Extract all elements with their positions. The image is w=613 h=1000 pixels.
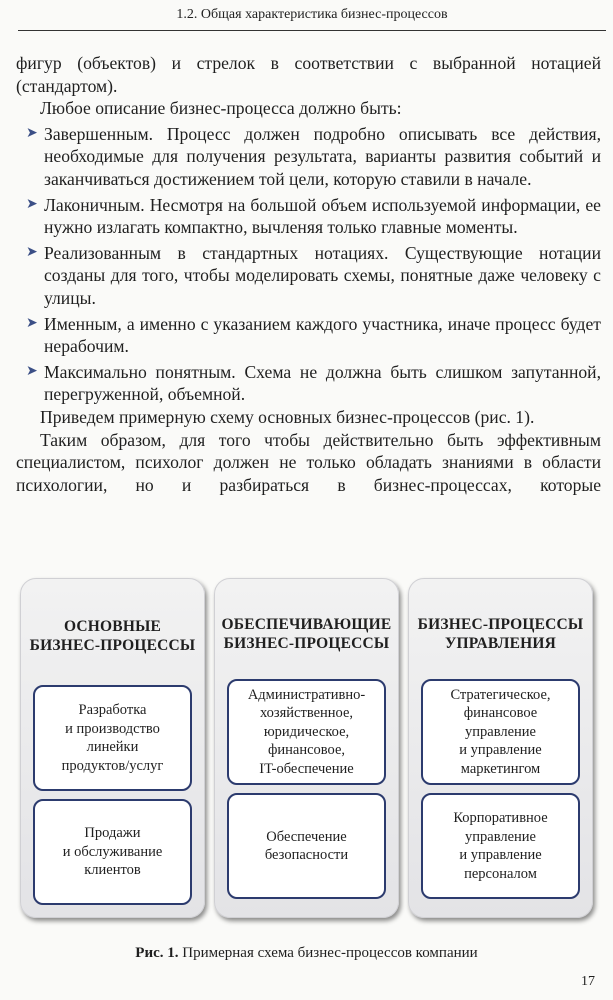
- arrow-bullet-icon: ➤: [26, 196, 38, 212]
- process-box: [33, 685, 192, 791]
- column-title: ОСНОВНЫЕ БИЗНЕС-ПРОЦЕССЫ: [29, 618, 196, 654]
- column-support-processes: [214, 578, 399, 918]
- process-box-text: Административно- хозяйственное, юридическое, финансовое, IT-обеспечение: [247, 686, 366, 777]
- paragraph-example: Приведем примерную схему основных бизнес-процессов (рис. 1).: [40, 406, 535, 427]
- figure-label: Рис. 1.: [135, 945, 179, 961]
- arrow-bullet-icon: ➤: [26, 363, 38, 379]
- paragraph-continuation: фигур (объектов) и стрелок в соответствии с выбранной нотацией (стандартом).: [16, 53, 601, 96]
- paragraph-intro: Любое описание бизнес-процесса должно быть:: [40, 98, 402, 119]
- bullet-item: [16, 361, 601, 406]
- bullet-text: Максимально понятным. Схема не должна быть слишком запутанной, перегруженной, объемной.: [44, 361, 601, 405]
- arrow-bullet-icon: ➤: [26, 244, 38, 260]
- bullet-text: Именным, а именно с указанием каждого участника, иначе процесс будет нерабочим.: [44, 313, 601, 357]
- process-box-text: Обеспечение безопасности: [264, 828, 349, 863]
- column-management-processes: [408, 578, 593, 918]
- column-title: ОБЕСПЕЧИВАЮЩИЕ БИЗНЕС-ПРОЦЕССЫ: [221, 616, 392, 652]
- page-number: 17: [581, 974, 595, 989]
- column-core-processes: [20, 578, 205, 918]
- process-box-text: Стратегическое, финансовое управление и управление маркетингом: [450, 686, 551, 777]
- bullet-text: Завершенным. Процесс должен подробно описывать все действия, необходимые для получения результата, варианты развития событий и заканчиваться достижением той цели, которую ставили в начале.: [44, 123, 601, 189]
- business-process-diagram: [20, 578, 598, 918]
- bullet-text: Лаконичным. Несмотря на большой объем используемой информации, ее нужно излагать компактно, вычленяя только главные моменты.: [44, 194, 601, 238]
- process-box: [421, 793, 580, 899]
- figure-caption: [0, 945, 613, 962]
- process-box: [33, 799, 192, 905]
- running-header: 1.2. Общая характеристика бизнес-процессов: [18, 0, 606, 31]
- process-box: [227, 793, 386, 899]
- paragraph-conclusion: Таким образом, для того чтобы действительно быть эффективным специалистом, психолог должен не только обладать знаниями в области психологии, но и разбираться в бизнес-процессах, которые: [16, 429, 601, 495]
- body-text: [16, 52, 601, 496]
- column-title: БИЗНЕС-ПРОЦЕССЫ УПРАВЛЕНИЯ: [417, 616, 584, 652]
- arrow-bullet-icon: ➤: [26, 315, 38, 331]
- process-box: [227, 679, 386, 785]
- process-box: [421, 679, 580, 785]
- bullet-item: [16, 194, 601, 239]
- process-box-text: Разработка и производство линейки продуктов/услуг: [61, 702, 164, 774]
- arrow-bullet-icon: ➤: [26, 125, 38, 141]
- figure-caption-text: Примерная схема бизнес-процессов компании: [182, 945, 478, 961]
- process-box-text: Продажи и обслуживание клиентов: [62, 825, 163, 879]
- bullet-item: [16, 313, 601, 358]
- process-box-text: Корпоративное управление и управление персоналом: [453, 810, 548, 882]
- bullet-text: Реализованным в стандартных нотациях. Существующие нотации созданы для того, чтобы моделировать схемы, понятные даже человеку с улицы.: [44, 242, 601, 308]
- bullet-item: [16, 123, 601, 191]
- bullet-item: [16, 242, 601, 310]
